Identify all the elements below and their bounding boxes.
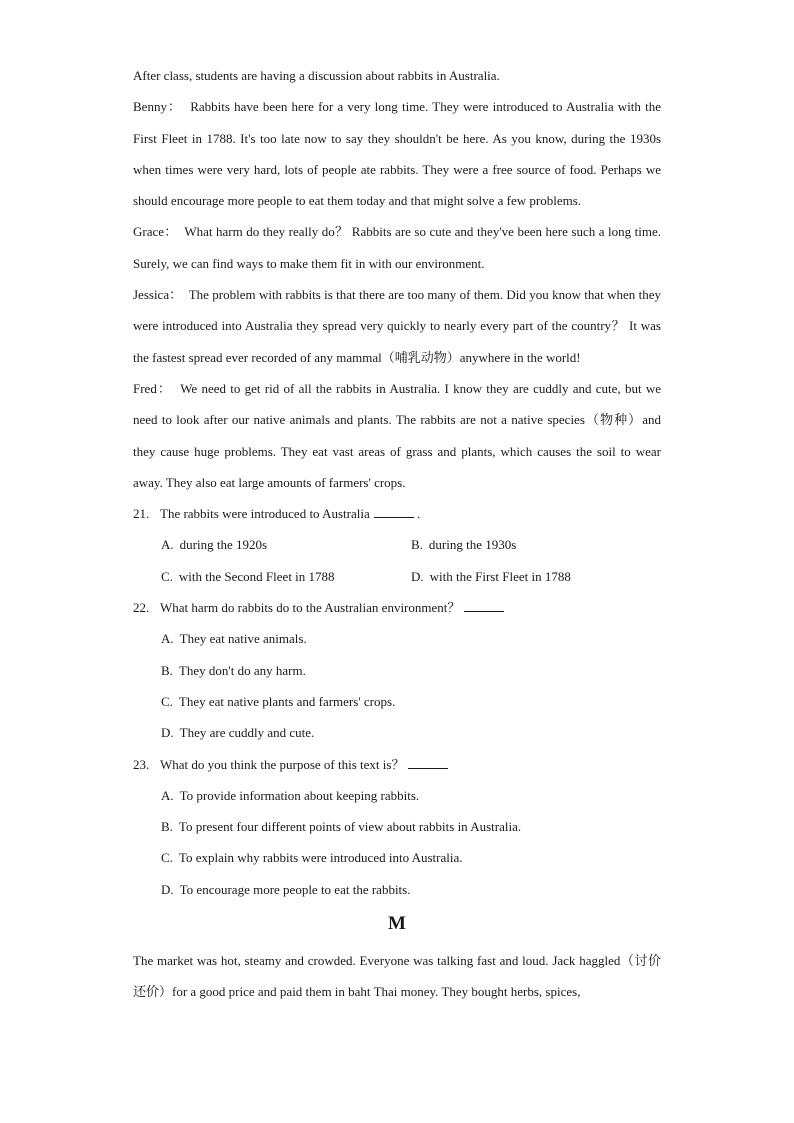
question-23	[133, 749, 661, 780]
question-text: What harm do rabbits do to the Australian environment？	[160, 600, 461, 616]
option-c[interactable]	[133, 686, 661, 717]
option-letter: B.	[161, 819, 173, 835]
intro-paragraph: After class, students are having a discussion about rabbits in Australia.	[133, 68, 500, 83]
option-a[interactable]	[133, 780, 661, 811]
question-text: The rabbits were introduced to Australia	[160, 506, 370, 522]
option-letter: C.	[161, 568, 173, 584]
option-a[interactable]	[161, 529, 411, 560]
speaker-grace	[133, 216, 661, 279]
option-letter: A.	[161, 537, 174, 553]
option-letter: D.	[411, 568, 424, 584]
option-a[interactable]	[133, 623, 661, 654]
option-text: To encourage more people to eat the rabbits.	[179, 881, 411, 897]
option-c[interactable]	[133, 842, 661, 873]
question-number: 22.	[133, 600, 150, 616]
answer-blank[interactable]	[464, 599, 504, 612]
option-text: with the Second Fleet in 1788	[178, 568, 335, 584]
question-number: 23.	[133, 756, 150, 772]
option-letter: A.	[161, 787, 174, 803]
option-text: To provide information about keeping rabbits.	[179, 787, 420, 803]
question-tail: .	[417, 506, 421, 522]
option-d[interactable]	[133, 874, 661, 905]
answer-blank[interactable]	[374, 505, 414, 518]
speaker-jessica	[133, 279, 661, 373]
option-d[interactable]	[133, 717, 661, 748]
speaker-name: Jessica：	[133, 287, 183, 303]
option-letter: C.	[161, 693, 173, 709]
option-text: To present four different points of view about rabbits in Australia.	[178, 819, 522, 835]
option-text: They are cuddly and cute.	[179, 725, 315, 741]
option-letter: C.	[161, 850, 173, 866]
option-c[interactable]	[161, 561, 411, 592]
speaker-fred	[133, 373, 661, 498]
passage-m-paragraph: The market was hot, steamy and crowded. Everyone was talking fast and loud. Jack haggled（讨价还价）for a good price and paid them in baht Thai money. They bought herbs, spices,	[133, 953, 661, 1000]
option-text: during the 1920s	[179, 537, 268, 553]
question-number: 21.	[133, 506, 150, 522]
option-letter: B.	[161, 662, 173, 678]
option-text: They eat native plants and farmers' crops.	[178, 693, 396, 709]
speaker-text: Rabbits have been here for a very long time. They were introduced to Australia with the First Fleet in 1788. It's too late now to say they shouldn't be here. As you know, during the 1930s when times were very hard, lots of people ate rabbits. They were a free source of food. Perhaps we should encourage more people to eat them today and that might solve a few problems.	[133, 99, 661, 209]
speaker-name: Benny：	[133, 99, 182, 115]
section-heading: M	[388, 913, 406, 935]
question-21	[133, 498, 661, 529]
question-22	[133, 592, 661, 623]
option-text: during the 1930s	[428, 537, 517, 553]
speaker-text: What harm do they really do？ Rabbits are so cute and they've been here such a long time. Surely, we can find ways to make them fit in with our environment.	[133, 224, 661, 271]
speaker-name: Grace：	[133, 224, 178, 240]
option-letter: D.	[161, 881, 174, 897]
option-b[interactable]	[411, 529, 661, 560]
option-b[interactable]	[133, 655, 661, 686]
option-b[interactable]	[133, 811, 661, 842]
speaker-benny	[133, 91, 661, 216]
option-text: They eat native animals.	[179, 631, 307, 647]
option-letter: A.	[161, 631, 174, 647]
options-row	[133, 561, 661, 592]
question-text: What do you think the purpose of this text is？	[160, 756, 405, 772]
option-text: They don't do any harm.	[178, 662, 306, 678]
document-page	[133, 60, 661, 1008]
options-row	[133, 529, 661, 560]
speaker-name: Fred：	[133, 380, 172, 396]
option-text: To explain why rabbits were introduced into Australia.	[178, 850, 463, 866]
option-d[interactable]	[411, 561, 661, 592]
option-letter: B.	[411, 537, 423, 553]
speaker-text: The problem with rabbits is that there are too many of them. Did you know that when they were introduced into Australia they spread very quickly to nearly every part of the country？ It was the fastest spread ever recorded of any mammal（哺乳动物）anywhere in the world!	[133, 287, 662, 365]
option-letter: D.	[161, 725, 174, 741]
option-text: with the First Fleet in 1788	[429, 568, 571, 584]
speaker-text: We need to get rid of all the rabbits in Australia. I know they are cuddly and cute, but we need to look after our native animals and plants. The rabbits are not a native species（物种）and they cause huge problems. They eat vast areas of grass and plants, which causes the soil to wear away. They also eat large amounts of farmers' crops.	[133, 380, 661, 490]
answer-blank[interactable]	[408, 756, 448, 769]
